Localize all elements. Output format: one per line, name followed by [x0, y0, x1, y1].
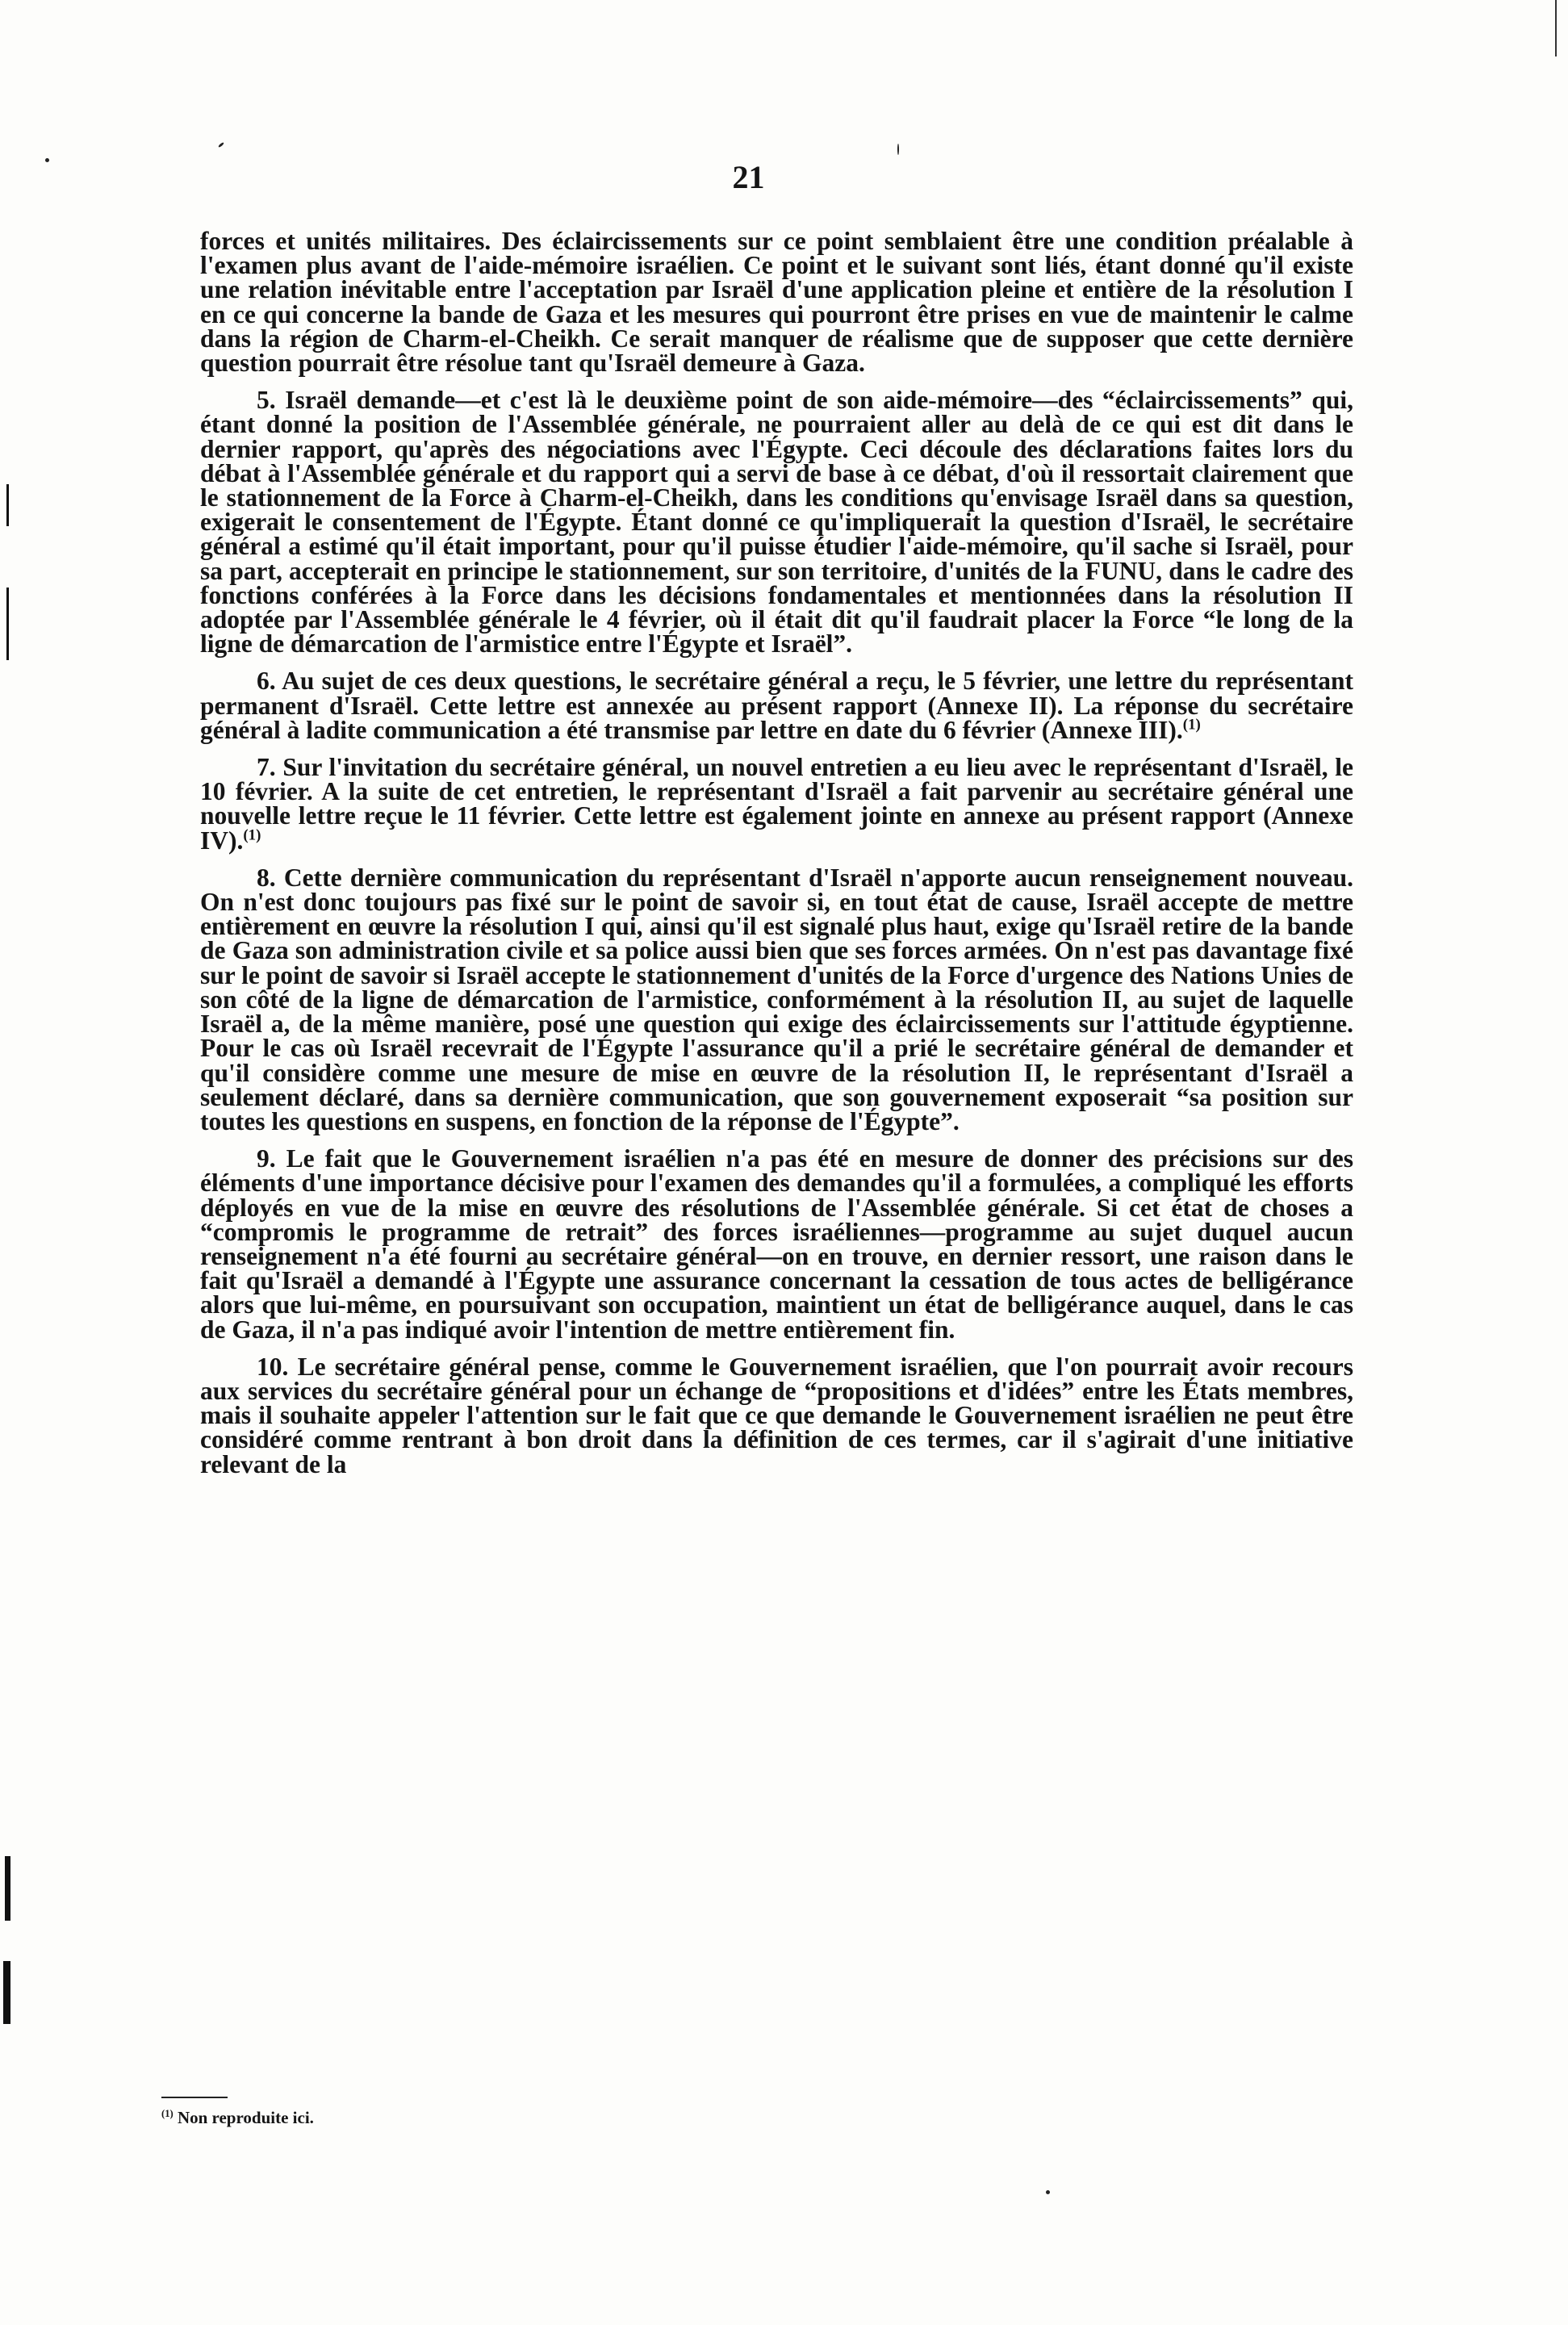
scan-speck: [897, 144, 899, 155]
paragraph: [200, 669, 1353, 742]
scan-edge-mark: [1555, 0, 1557, 56]
page-number: 21: [732, 159, 765, 195]
main-text: [200, 229, 1353, 1490]
footnote-ref: (1): [1182, 716, 1201, 734]
paragraph: [200, 755, 1353, 853]
footnote-divider: [161, 2097, 228, 2098]
paragraph-text: 7. Sur l'invitation du secrétaire général, un nouvel entretien a eu lieu avec le représentant d'Israël, le 10 février. A la suite de cet entretien, le représentant d'Israël a fait parvenir au secrétaire général une nouvelle lettre reçue le 11 février. Cette lettre est également jointe en annexe au présent rapport (Annexe IV).: [200, 753, 1353, 855]
footnote-text: Non reproduite ici.: [177, 2108, 314, 2127]
footnote: [161, 2108, 314, 2128]
scan-artifact: [6, 484, 9, 526]
paragraph: 9. Le fait que le Gouvernement israélien n'a pas été en mesure de donner des précisions sur des éléments d'une importance décisive pour l'examen des demandes qu'il a formulées, a compliqué les efforts déployés en vue de la mise en œuvre des résolutions de l'Assemblée générale. Si cet état de choses a “compromis le programme de retrait” des forces israéliennes—programme au sujet duquel aucun renseignement n'a été fourni au secrétaire général—on en trouve, en dernier ressort, une raison dans le fait qu'Israël a demandé à l'Égypte une assurance concernant la cessation de tous actes de belligérance alors que lui-même, en poursuivant son occupation, maintient un état de belligérance auquel, dans le cas de Gaza, il n'a pas indiqué avoir l'intention de mettre entièrement fin.: [200, 1144, 1353, 1344]
scan-speck: [218, 142, 224, 148]
paragraph: forces et unités militaires. Des éclaircissements sur ce point semblaient être une condition préalable à l'examen plus avant de l'aide-mémoire israélien. Ce point et le suivant sont liés, étant donné qu'il existe une relation inévitable entre l'acceptation par Israël d'une application pleine et entière de la résolution I en ce qui concerne la bande de Gaza et les mesures qui pourront être prises en vue de maintenir le calme dans la région de Charm-el-Cheikh. Ce serait manquer de réalisme que de supposer que cette dernière question pourrait être résolue tant qu'Israël demeure à Gaza.: [200, 227, 1353, 378]
scan-artifact: [5, 1856, 10, 1921]
paragraph: 10. Le secrétaire général pense, comme le Gouvernement israélien, que l'on pourrait avoir recours aux services du secrétaire général pour un échange de “propositions et d'idées” entre les États membres, mais il souhaite appeler l'attention sur le fait que ce que demande le Gouvernement israélien ne peut être considéré comme rentrant à bon droit dans la définition de ces termes, car il s'agirait d'une initiative relevant de la: [200, 1352, 1353, 1478]
paragraph: 8. Cette dernière communication du représentant d'Israël n'apporte aucun renseignement nouveau. On n'est donc toujours pas fixé sur le point de savoir si, en tout état de cause, Israël accepte de mettre entièrement en œuvre la résolution I qui, ainsi qu'il est signalé plus haut, exige qu'Israël retire de la bande de Gaza son administration civile et sa police aussi bien que ses forces armées. On n'est pas davantage fixé sur le point de savoir si Israël accepte le stationnement d'unités de la Force d'urgence des Nations Unies de son côté de la ligne de démarcation de l'armistice, conformément à la résolution II, au sujet de laquelle Israël a, de la même manière, posé une question qui exige des éclaircissements sur l'attitude égyptienne. Pour le cas où Israël recevrait de l'Égypte l'assurance qu'il a prié le secrétaire général de demander et qu'il considère comme une mesure de mise en œuvre de la résolution II, le représentant d'Israël a seulement déclaré, dans sa dernière communication, que son gouvernement exposerait “sa position sur toutes les questions en suspens, en fonction de la réponse de l'Égypte”.: [200, 863, 1353, 1135]
footnote-marker: (1): [161, 2108, 174, 2119]
footnote-ref: (1): [243, 826, 261, 844]
scan-speck: [1046, 2190, 1050, 2194]
scan-artifact: [6, 588, 9, 660]
scan-artifact: [3, 1961, 10, 2024]
paragraph-text: 6. Au sujet de ces deux questions, le secrétaire général a reçu, le 5 février, une lettre du représentant permanent d'Israël. Cette lettre est annexée au présent rapport (Annexe II). La réponse du secrétaire général à ladite communication a été transmise par lettre en date du 6 février (Annexe III).: [200, 667, 1353, 744]
paragraph: 5. Israël demande—et c'est là le deuxième point de son aide-mémoire—des “éclaircissements” qui, étant donné la position de l'Assemblée générale, ne pourraient aller au delà de ce qui est dit dans le dernier rapport, qu'après des négociations avec l'Égypte. Ceci découle des déclarations faites lors du débat à l'Assemblée générale et du rapport qui a servi de base à ce débat, d'où il ressortait clairement que le stationnement de la Force à Charm-el-Cheikh, dans les conditions qu'envisage Israël dans sa question, exigerait le consentement de l'Égypte. Étant donné ce qu'impliquerait la question d'Israël, le secrétaire général a estimé qu'il était important, pour qu'il puisse étudier l'aide-mémoire, qu'il sache si Israël, pour sa part, accepterait en principe le stationnement, sur son territoire, d'unités de la FUNU, dans le cadre des fonctions conférées à la Force dans les décisions fondamentales et mentionnées dans la résolution II adoptée par l'Assemblée générale le 4 février, où il était dit qu'il faudrait placer la Force “le long de la ligne de démarcation de l'armistice entre l'Égypte et Israël”.: [200, 386, 1353, 659]
